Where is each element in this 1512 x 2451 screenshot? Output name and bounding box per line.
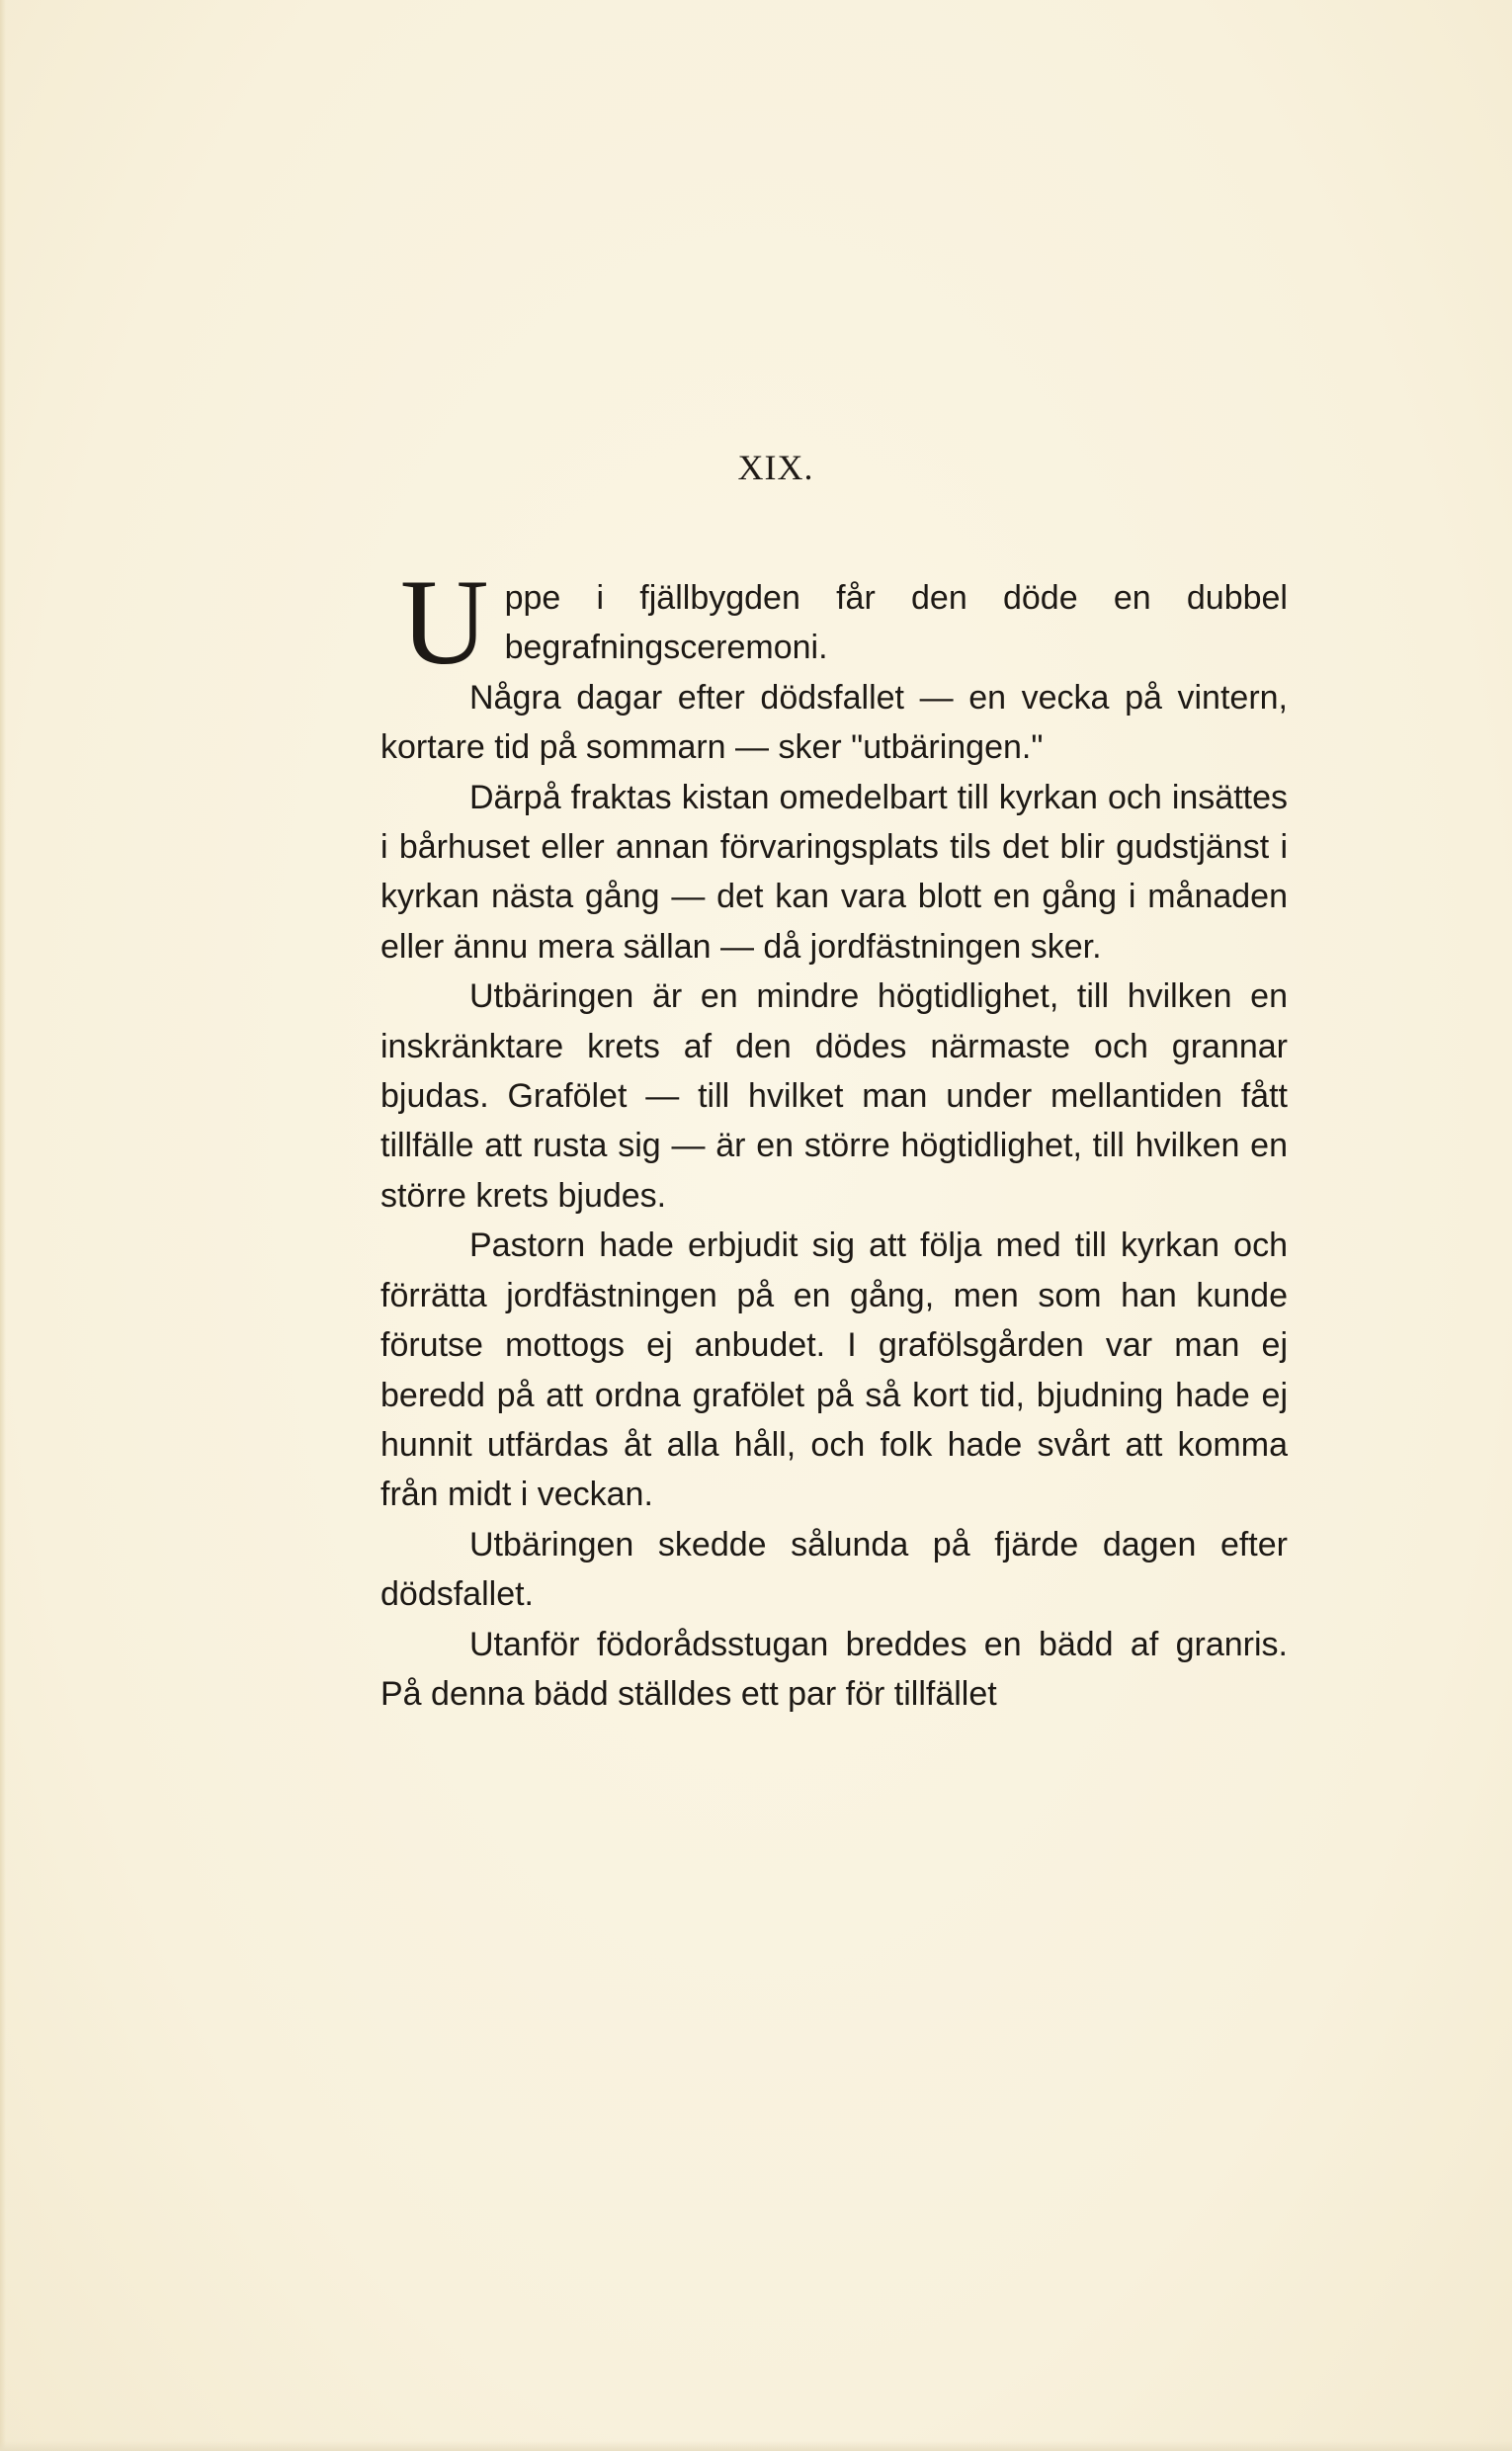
paragraph-5: Pastorn hade erbjudit sig att följa med till kyrkan och förrätta jordfästningen på en gång, men som han kunde förutse mottogs ej anbudet. I grafölsgården var man ej beredd på att ordna grafölet på så kort tid, bjudning hade ej hunnit utfärdas åt alla håll, och folk hade svårt att komma från midt i veckan. (380, 1226, 1288, 1514)
drop-cap: U (400, 554, 489, 690)
chapter-heading: XIX. (737, 448, 814, 487)
paragraph-3: Därpå fraktas kistan omedelbart till kyrkan och insättes i bårhuset eller annan förvaringsplats tils det blir gudstjänst i kyrkan nästa gång — det kan vara blott en gång i månaden eller ännu mera sällan — då jordfästningen sker. (380, 778, 1288, 966)
page-bottom-edge (0, 2441, 1512, 2451)
page-edge-shadow (0, 0, 6, 2451)
paragraph-4: Utbäringen är en mindre högtidlighet, till hvilken en inskränktare krets af den dödes närmaste och grannar bjudas. Grafölet — till hvilket man under mellantiden fått tillfälle att rusta sig — är en större högtidlighet, till hvilken en större krets bjudes. (380, 977, 1288, 1215)
paragraph-7: Utanför födorådsstugan breddes en bädd af granris. På denna bädd ställdes ett par för tillfället (380, 1625, 1288, 1713)
paragraph-1 (380, 554, 1288, 690)
paragraph-2: Några dagar efter dödsfallet — en vecka på vintern, kortare tid på sommarn — sker "utbäringen." (380, 678, 1288, 767)
paragraph-1-text: ppe i fjällbygden får den döde en dubbel begrafningsceremoni. (504, 579, 1288, 667)
body-text (380, 554, 1288, 1719)
paragraph-6: Utbäringen skedde sålunda på fjärde dagen efter dödsfallet. (380, 1525, 1288, 1614)
